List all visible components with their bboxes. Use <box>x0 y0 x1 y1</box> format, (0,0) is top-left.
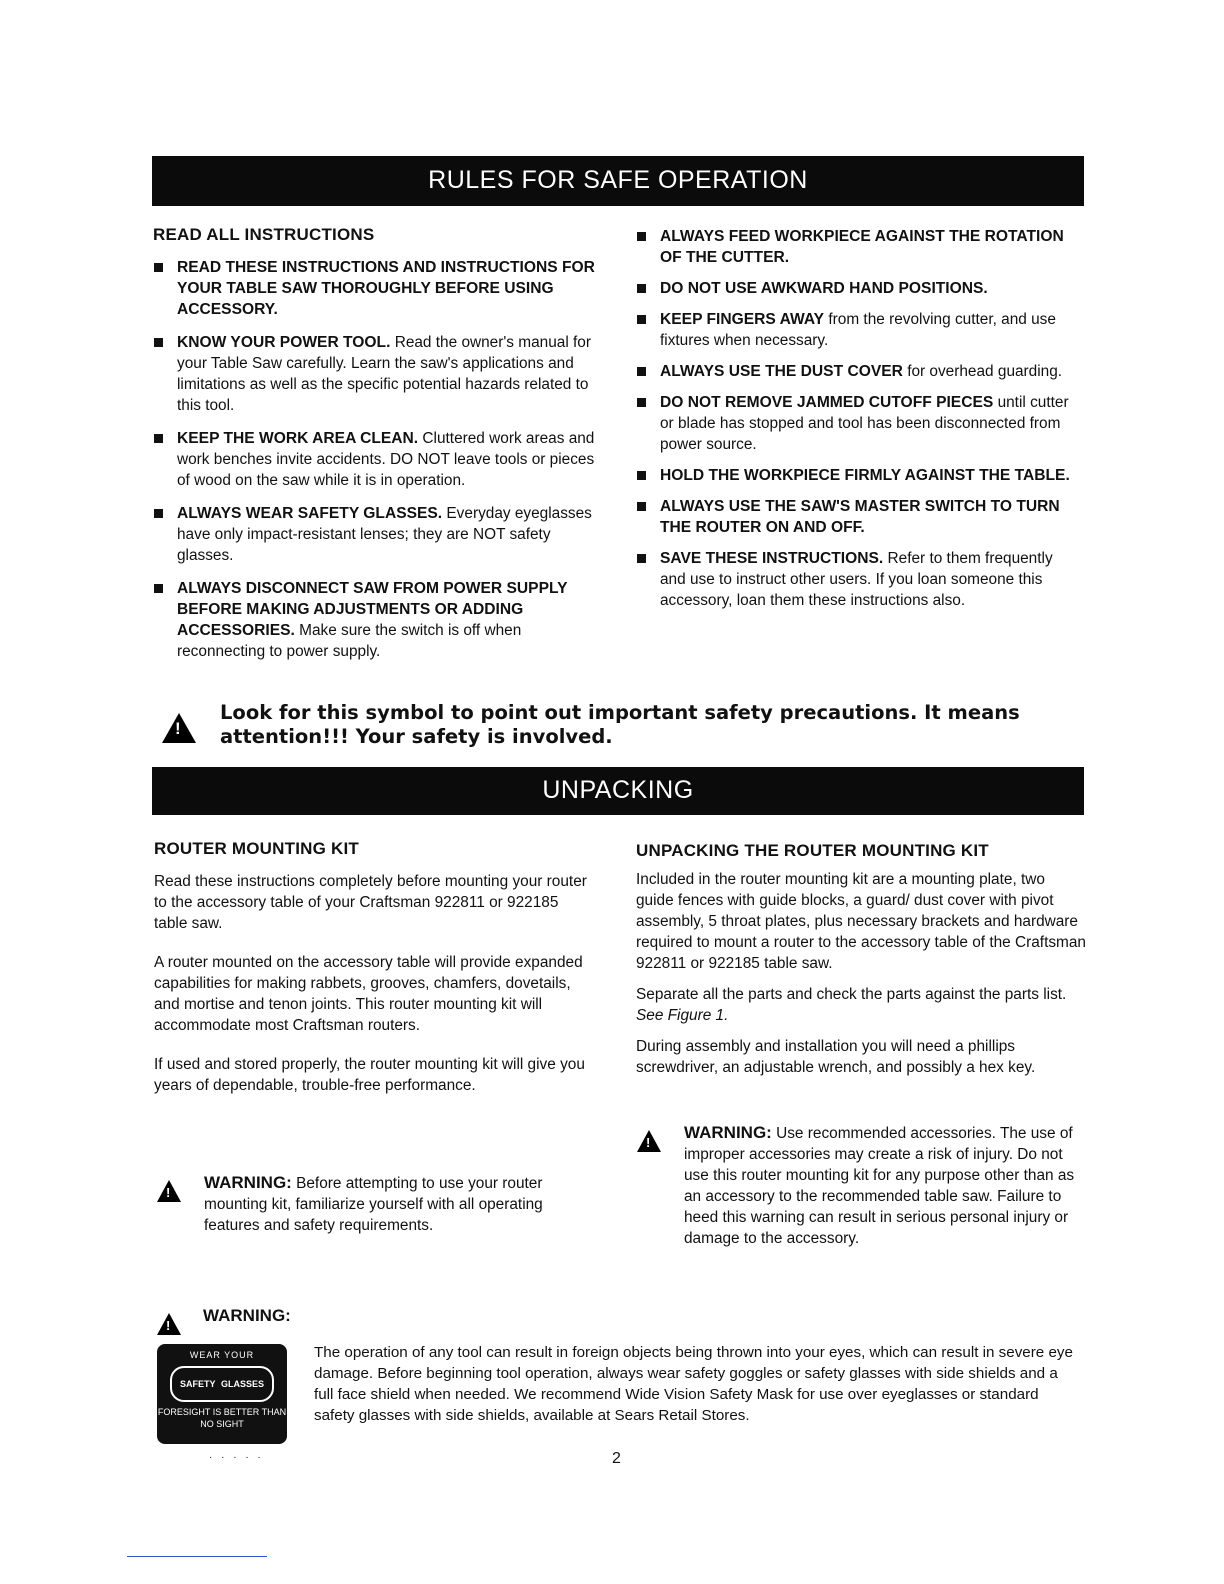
banner-unpacking: UNPACKING <box>152 767 1084 815</box>
footer-rule <box>127 1556 267 1557</box>
paragraph: Included in the router mounting kit are a mounting plate, two guide fences with guide blocks, a guard/ dust cover with pivot assembly, 5 throat plates, plus necessary brackets and hardware required to mount a router to the accessory table of the Craftsman 922811 or 922185 table saw. <box>636 871 1086 972</box>
unpacking-kit-heading: UNPACKING THE ROUTER MOUNTING KIT <box>636 841 989 860</box>
left-warning-box <box>157 1172 587 1236</box>
badge-bottom-text: FORESIGHT IS BETTER THAN NO SIGHT <box>157 1407 287 1429</box>
paragraph: During assembly and installation you will need a phillips screwdriver, an adjustable wrench, and possibly a hex key. <box>636 1038 1036 1076</box>
decorative-dots: · · · · · <box>209 1452 264 1463</box>
list-item <box>636 226 1082 268</box>
bottom-warning-text: The operation of any tool can result in foreign objects being thrown into your eyes, which can result in severe eye damage. Before beginning tool operation, always wear safety goggles or safety glasses with side shields and a full face shield when needed. We recommend Wide Vision Safety Mask for use over eyeglasses or standard safety glasses with side shields, available at Sears Retail Stores. <box>314 1344 1073 1424</box>
parts-text: Separate all the parts and check the parts against the parts list. <box>636 986 1067 1003</box>
figure-reference: See Figure 1. <box>636 1007 729 1024</box>
item-bold: DO NOT REMOVE JAMMED CUTOFF PIECES <box>660 394 994 411</box>
banner-rules-for-safe-operation: RULES FOR SAFE OPERATION <box>152 156 1084 206</box>
list-item <box>636 361 1082 382</box>
paragraph: Read these instructions completely before mounting your router to the accessory table of your Craftsman 922811 or 922185 table saw. <box>154 873 587 932</box>
bottom-warning-label-block <box>203 1305 457 1327</box>
list-item <box>153 503 603 566</box>
item-bold: READ THESE INSTRUCTIONS AND INSTRUCTIONS FOR YOUR TABLE SAW THOROUGHLY BEFORE USING ACCESSORY. <box>177 259 595 318</box>
attention-statement <box>162 701 1062 749</box>
warning-text: Use recommended accessories. The use of improper accessories may create a risk of injury. Do not use this router mounting kit for any purpose other than as an accessory to the recommended table saw. Failure to heed this warning can result in serious personal injury or damage to the accessory. <box>684 1125 1075 1247</box>
warning-label: WARNING: <box>684 1123 772 1142</box>
paragraph: If used and stored properly, the router mounting kit will give you years of dependable, trouble-free performance. <box>154 1056 585 1094</box>
badge-top-text: WEAR YOUR <box>189 1350 255 1360</box>
list-item <box>636 465 1082 486</box>
safety-left-column <box>153 224 603 674</box>
safety-left-list <box>153 257 603 662</box>
item-text: until cutter or blade has stopped and tool has been disconnected from power source. <box>660 394 1069 453</box>
warning-label: WARNING: <box>203 1306 291 1325</box>
unpack-right-column <box>636 840 1086 1092</box>
safety-right-list <box>636 226 1082 611</box>
warning-triangle-icon <box>157 1180 181 1202</box>
safety-glasses-icon <box>170 1366 274 1402</box>
warning-triangle-icon <box>637 1130 661 1152</box>
read-all-instructions-heading: READ ALL INSTRUCTIONS <box>153 225 375 244</box>
item-text: Cluttered work areas and work benches invite accidents. DO NOT leave tools or pieces of wood on the saw while it is in operation. <box>177 430 595 489</box>
warning-triangle-icon <box>162 713 196 743</box>
item-bold: KNOW YOUR POWER TOOL. <box>177 334 391 351</box>
paragraph: A router mounted on the accessory table will provide expanded capabilities for making rabbets, grooves, chamfers, dovetails, and mortise and tenon joints. This router mounting kit will accommodate most Craftsman routers. <box>154 954 583 1034</box>
bottom-warning-header <box>157 1305 457 1327</box>
item-bold: ALWAYS FEED WORKPIECE AGAINST THE ROTATION OF THE CUTTER. <box>660 228 1064 266</box>
safety-glasses-badge <box>157 1344 287 1444</box>
safety-right-column <box>636 226 1082 621</box>
list-item <box>153 428 603 491</box>
item-bold: KEEP FINGERS AWAY <box>660 311 825 328</box>
list-item <box>153 257 603 320</box>
item-bold: SAVE THESE INSTRUCTIONS. <box>660 550 884 567</box>
list-item <box>153 578 603 662</box>
warning-triangle-icon <box>157 1313 181 1335</box>
right-warning-box <box>637 1122 1085 1249</box>
warning-text: Before attempting to use your router mounting kit, familiarize yourself with all operating features and safety requirements. <box>204 1175 543 1234</box>
paragraph <box>636 984 1086 1026</box>
unpack-left-column <box>154 838 594 1110</box>
item-bold: HOLD THE WORKPIECE FIRMLY AGAINST THE TABLE. <box>660 467 1070 484</box>
badge-right-text: GLASSES <box>220 1379 264 1389</box>
item-text: Read the owner's manual for your Table Saw carefully. Learn the saw's applications and limitations as well as the specific potential hazards related to this tool. <box>177 334 591 414</box>
warning-label: WARNING: <box>204 1173 292 1192</box>
item-text: Refer to them frequently and use to instruct other users. If you loan someone this accessory, loan them these instructions also. <box>660 550 1053 609</box>
list-item <box>636 548 1082 611</box>
list-item <box>636 496 1082 538</box>
item-bold: DO NOT USE AWKWARD HAND POSITIONS. <box>660 280 988 297</box>
right-warning-text-block <box>684 1122 1085 1249</box>
item-bold: KEEP THE WORK AREA CLEAN. <box>177 430 419 447</box>
router-mounting-kit-heading: ROUTER MOUNTING KIT <box>154 839 359 858</box>
list-item <box>636 309 1082 351</box>
item-bold: ALWAYS USE THE SAW'S MASTER SWITCH TO TURN THE ROUTER ON AND OFF. <box>660 498 1060 536</box>
list-item <box>636 278 1082 299</box>
attention-text: Look for this symbol to point out important safety precautions. It means attention!!! Your safety is involved. <box>220 701 1020 748</box>
badge-left-text: SAFETY <box>180 1379 216 1389</box>
item-text: Make sure the switch is off when reconnecting to power supply. <box>177 622 522 660</box>
page-number: 2 <box>612 1450 621 1467</box>
item-bold: ALWAYS DISCONNECT SAW FROM POWER SUPPLY BEFORE MAKING ADJUSTMENTS OR ADDING ACCESSORIES. <box>177 580 568 639</box>
item-text: from the revolving cutter, and use fixtures when necessary. <box>660 311 1056 349</box>
list-item <box>636 392 1082 455</box>
item-bold: ALWAYS USE THE DUST COVER <box>660 363 903 380</box>
left-warning-text-block <box>204 1172 587 1236</box>
item-bold: ALWAYS WEAR SAFETY GLASSES. <box>177 505 443 522</box>
item-text: for overhead guarding. <box>907 363 1063 380</box>
item-text: Everyday eyeglasses have only impact-resistant lenses; they are NOT safety glasses. <box>177 505 592 564</box>
list-item <box>153 332 603 416</box>
